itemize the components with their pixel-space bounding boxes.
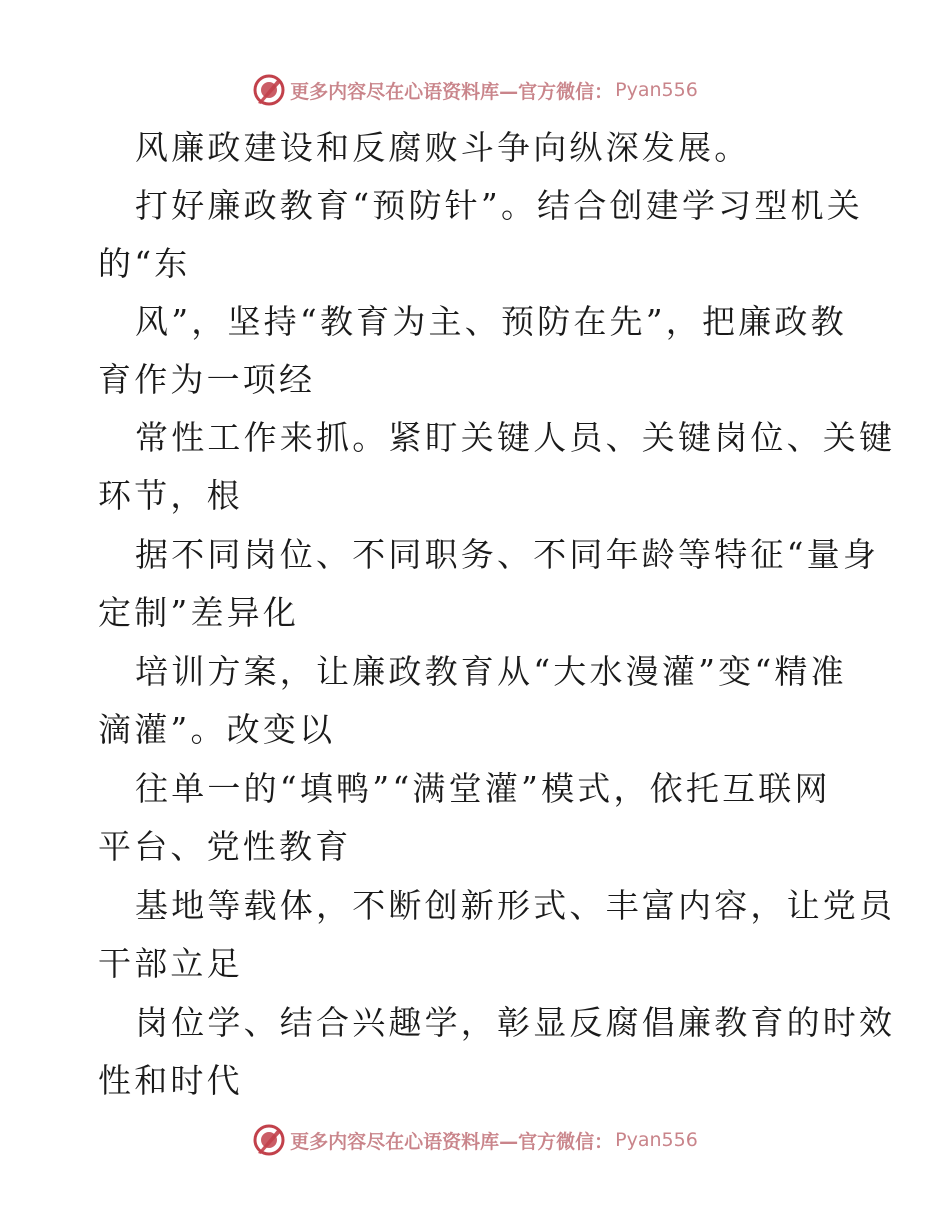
header-banner-text: 更多内容尽在心语资料库—官方微信： (290, 80, 614, 103)
text-line: 性和时代 (98, 1061, 243, 1100)
text-line: 环节，根 (98, 476, 243, 515)
text-line: 据不同岗位、不同职务、不同年龄等特征“量身 (135, 535, 880, 574)
pen-logo-icon (252, 73, 286, 107)
text-line: 定制”差异化 (98, 593, 300, 632)
text-line: 基地等载体，不断创新形式、丰富内容，让党员 (135, 886, 896, 925)
text-line: 岗位学、结合兴趣学，彰显反腐倡廉教育的时效 (135, 1003, 896, 1042)
text-line: 常性工作来抓。紧盯关键人员、关键岗位、关键 (135, 418, 896, 457)
header-banner (0, 70, 950, 110)
text-line: 滴灌”。改变以 (98, 710, 336, 749)
footer-banner (0, 1120, 950, 1160)
text-line: 平台、党性教育 (98, 827, 352, 866)
footer-banner-wechat: Pyan556 (615, 1129, 698, 1151)
text-line: 育作为一项经 (98, 360, 316, 399)
text-line: 风”，坚持“教育为主、预防在先”，把廉政教 (135, 302, 847, 341)
header-banner-wechat: Pyan556 (615, 79, 698, 101)
text-line: 往单一的“填鸭”“满堂灌”模式，依托互联网 (135, 769, 831, 808)
pen-logo-icon (252, 1123, 286, 1157)
text-line: 风廉政建设和反腐败斗争向纵深发展。 (135, 128, 751, 167)
text-line: 打好廉政教育“预防针”。结合创建学习型机关 (135, 186, 863, 225)
text-line: 的“东 (98, 244, 191, 283)
footer-banner-text: 更多内容尽在心语资料库—官方微信： (290, 1130, 614, 1153)
text-line: 干部立足 (98, 944, 243, 983)
text-line: 培训方案，让廉政教育从“大水漫灌”变“精准 (135, 652, 847, 691)
